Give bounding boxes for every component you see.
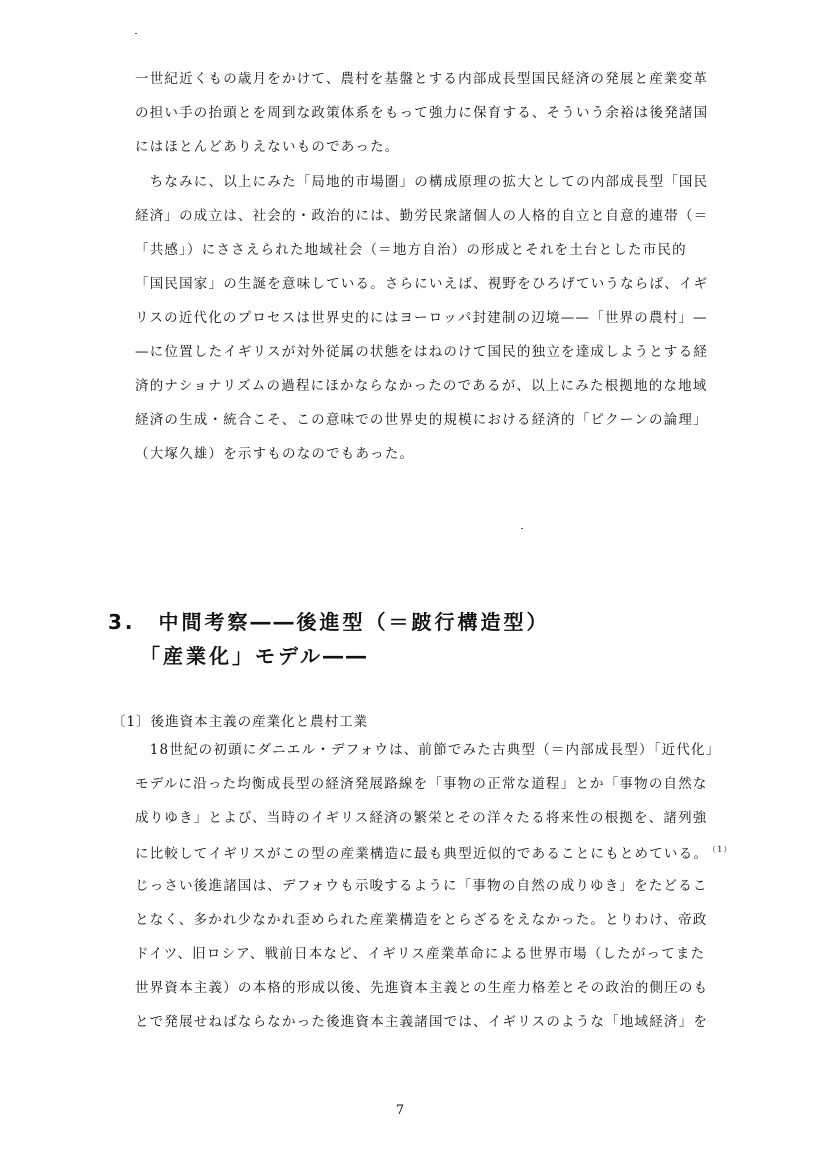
section-heading-continued: 「産業化」モデル―― xyxy=(140,644,369,668)
text-line: 18世紀の初頭にダニエル・デフォウは、前節でみた古典型（＝内部成長型）「近代化」 xyxy=(135,742,721,758)
text-line: とで発展せねばならなかった後進資本主義諸国では、イギリスのような「地域経済」を xyxy=(135,1014,709,1030)
text-line: 経済の生成・統合こそ、この意味での世界史的規模における経済的「ピクーンの論理」 xyxy=(135,412,708,428)
text-line: 「共感」）にささえられた地域社会（＝地方自治）の形成とそれを土台とした市民的 xyxy=(135,242,687,258)
text-line: じっさい後進諸国は、デフォウも示唆するように「事物の自然の成りゆき」をたどるこ xyxy=(135,878,708,894)
text-line: 成りゆき」とよび、当時のイギリス経済の繁栄とその洋々たる将来性の根拠を、諸列強 xyxy=(135,810,708,826)
text-line: 経済」の成立は、社会的・政治的には、勤労民衆諸個人の人格的自立と自意的連帯（＝ xyxy=(135,208,709,224)
text-line: にはほとんどありえないものであった。 xyxy=(135,139,400,155)
page-number: 7 xyxy=(395,1103,405,1118)
text-line: —に位置したイギリスが対外従属の状態をはねのけて国民的独立を達成しようとする経 xyxy=(135,344,709,360)
text-line: ちなみに、以上にみた「局地的市場圏」の構成原理の拡大としての内部成長型「国民 xyxy=(135,174,709,190)
text-line: の担い手の抬頭とを周到な政策体系をもって強力に保育する、そういう余裕は後発諸国 xyxy=(135,105,709,121)
text-line: 一世紀近くもの歳月をかけて、農村を基盤とする内部成長型国民経済の発展と産業変革 xyxy=(135,71,709,87)
footnote-reference: （1） xyxy=(712,845,733,854)
text-line xyxy=(135,846,735,862)
text-line: 「国民国家」の生誕を意味している。さらにいえば、視野をひろげていうならば、イギ xyxy=(135,276,709,292)
text-line-content: に比較してイギリスがこの型の産業構造に最も典型近似的であることにもとめている。 xyxy=(135,846,709,862)
scan-speck xyxy=(521,528,523,529)
text-line: 済的ナショナリズムの過程にほかならなかったのであるが、以上にみた根拠地的な地域 xyxy=(135,378,708,394)
text-line: （大塚久雄）を示すものなのでもあった。 xyxy=(135,446,415,462)
scan-speck xyxy=(135,33,137,34)
section-heading: 3. 中間考察――後進型（＝跛行構造型） xyxy=(108,610,550,634)
text-line: リスの近代化のプロセスは世界史的にはヨーロッパ封建制の辺境——「世界の農村」— xyxy=(135,310,708,326)
text-line: ドイツ、旧ロシア、戦前日本など、イギリス産業革命による世界市場（したがってまた xyxy=(135,946,706,962)
subsection-heading: 〔1〕後進資本主義の産業化と農村工業 xyxy=(112,714,369,730)
text-line: モデルに沿った均衡成長型の経済発展路線を「事物の正常な道程」とか「事物の自然な xyxy=(135,776,708,792)
text-line: となく、多かれ少なかれ歪められた産業構造をとらざるをえなかった。とりわけ、帝政 xyxy=(135,912,708,928)
text-line: 世界資本主義）の本格的形成以後、先進資本主義との生産力格差とその政治的側圧のも xyxy=(135,980,709,996)
